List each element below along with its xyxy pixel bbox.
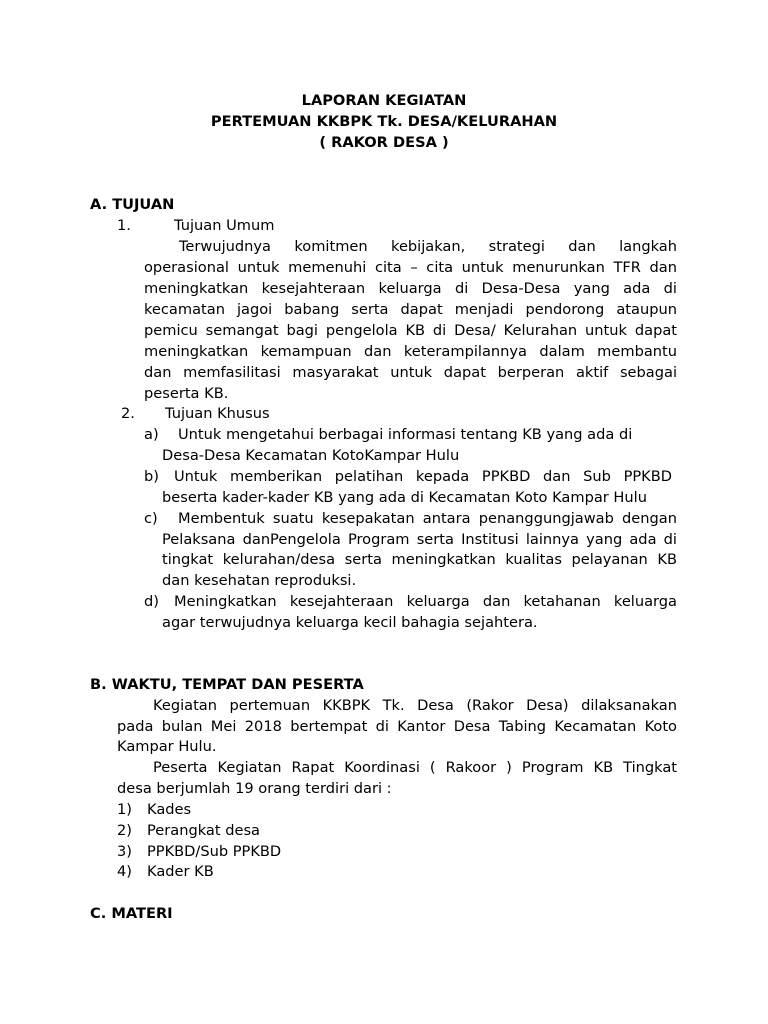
item-1-line: peserta KB. [144,385,229,402]
sub-item-a-label: a) [144,426,159,443]
sub-item-b-label: b) [144,468,159,485]
participant-item: Perangkat desa [147,822,261,839]
item-1-line: meningkatkan kemampuan dan keterampilannya dalam membantu [144,343,677,360]
section-a-heading: A. TUJUAN [90,196,175,213]
sub-item-d-label: d) [144,593,159,610]
participant-item: Kader KB [147,863,214,880]
report-title: LAPORAN KEGIATAN [301,92,467,109]
section-b-paragraph-line: Kampar Hulu. [117,738,217,755]
item-1-line: meningkatkan kesejahteraan keluarga di Desa-Desa yang ada di [144,280,677,297]
section-b-paragraph-line: desa berjumlah 19 orang terdiri dari : [117,780,392,797]
participant-number: 1) [117,801,132,818]
item-1-line: Terwujudnya komitmen kebijakan, strategi dan langkah [179,238,677,255]
participant-item: Kades [147,801,192,818]
sub-item-b-line: Untuk memberikan pelatihan kepada PPKBD dan Sub PPKBD [174,468,672,485]
section-b-paragraph-line: Peserta Kegiatan Rapat Koordinasi ( Rakoor ) Program KB Tingkat [153,759,677,776]
participant-item: PPKBD/Sub PPKBD [147,843,282,860]
sub-item-a-line: Desa-Desa Kecamatan KotoKampar Hulu [162,447,460,464]
sub-item-c-line: Membentuk suatu kesepakatan antara penanggungjawab dengan [178,510,677,527]
section-b-heading: B. WAKTU, TEMPAT DAN PESERTA [90,676,364,693]
item-2-number: 2. [121,405,135,422]
sub-item-c-line: Pelaksana danPengelola Program serta Institusi lainnya yang ada di [162,531,677,548]
item-1-line: dan memfasilitasi masyarakat untuk dapat berperan aktif sebagai [144,364,677,381]
report-subtitle-2: ( RAKOR DESA ) [319,134,449,151]
section-b-paragraph-line: Kegiatan pertemuan KKBPK Tk. Desa (Rakor Desa) dilaksanakan [153,697,677,714]
section-b-paragraph-line: pada bulan Mei 2018 bertempat di Kantor Desa Tabing Kecamatan Koto [117,718,677,735]
report-subtitle: PERTEMUAN KKBPK Tk. DESA/KELURAHAN [210,113,558,130]
item-1-line: operasional untuk memenuhi cita – cita untuk menurunkan TFR dan [144,259,677,276]
sub-item-c-line: tingkat kelurahan/desa serta meningkatkan kualitas pelayanan KB [162,551,677,568]
participant-number: 4) [117,863,132,880]
sub-item-d-line: Meningkatkan kesejahteraan keluarga dan ketahanan keluarga [174,593,677,610]
sub-item-c-line: dan kesehatan reproduksi. [162,572,357,589]
participant-number: 2) [117,822,132,839]
sub-item-d-line: agar terwujudnya keluarga kecil bahagia sejahtera. [162,614,538,631]
participant-number: 3) [117,843,132,860]
sub-item-b-line: beserta kader-kader KB yang ada di Kecamatan Koto Kampar Hulu [162,489,647,506]
item-1-line: pemicu semangat bagi pengelola KB di Desa/ Kelurahan untuk dapat [144,322,677,339]
item-1-title: Tujuan Umum [174,217,275,234]
item-2-title: Tujuan Khusus [165,405,270,422]
section-c-heading: C. MATERI [90,905,173,922]
sub-item-c-label: c) [144,510,158,527]
item-1-line: kecamatan jagoi babang serta dapat menjadi pendorong ataupun [144,301,677,318]
item-1-number: 1. [117,217,131,234]
sub-item-a-line: Untuk mengetahui berbagai informasi tentang KB yang ada di [178,426,633,443]
